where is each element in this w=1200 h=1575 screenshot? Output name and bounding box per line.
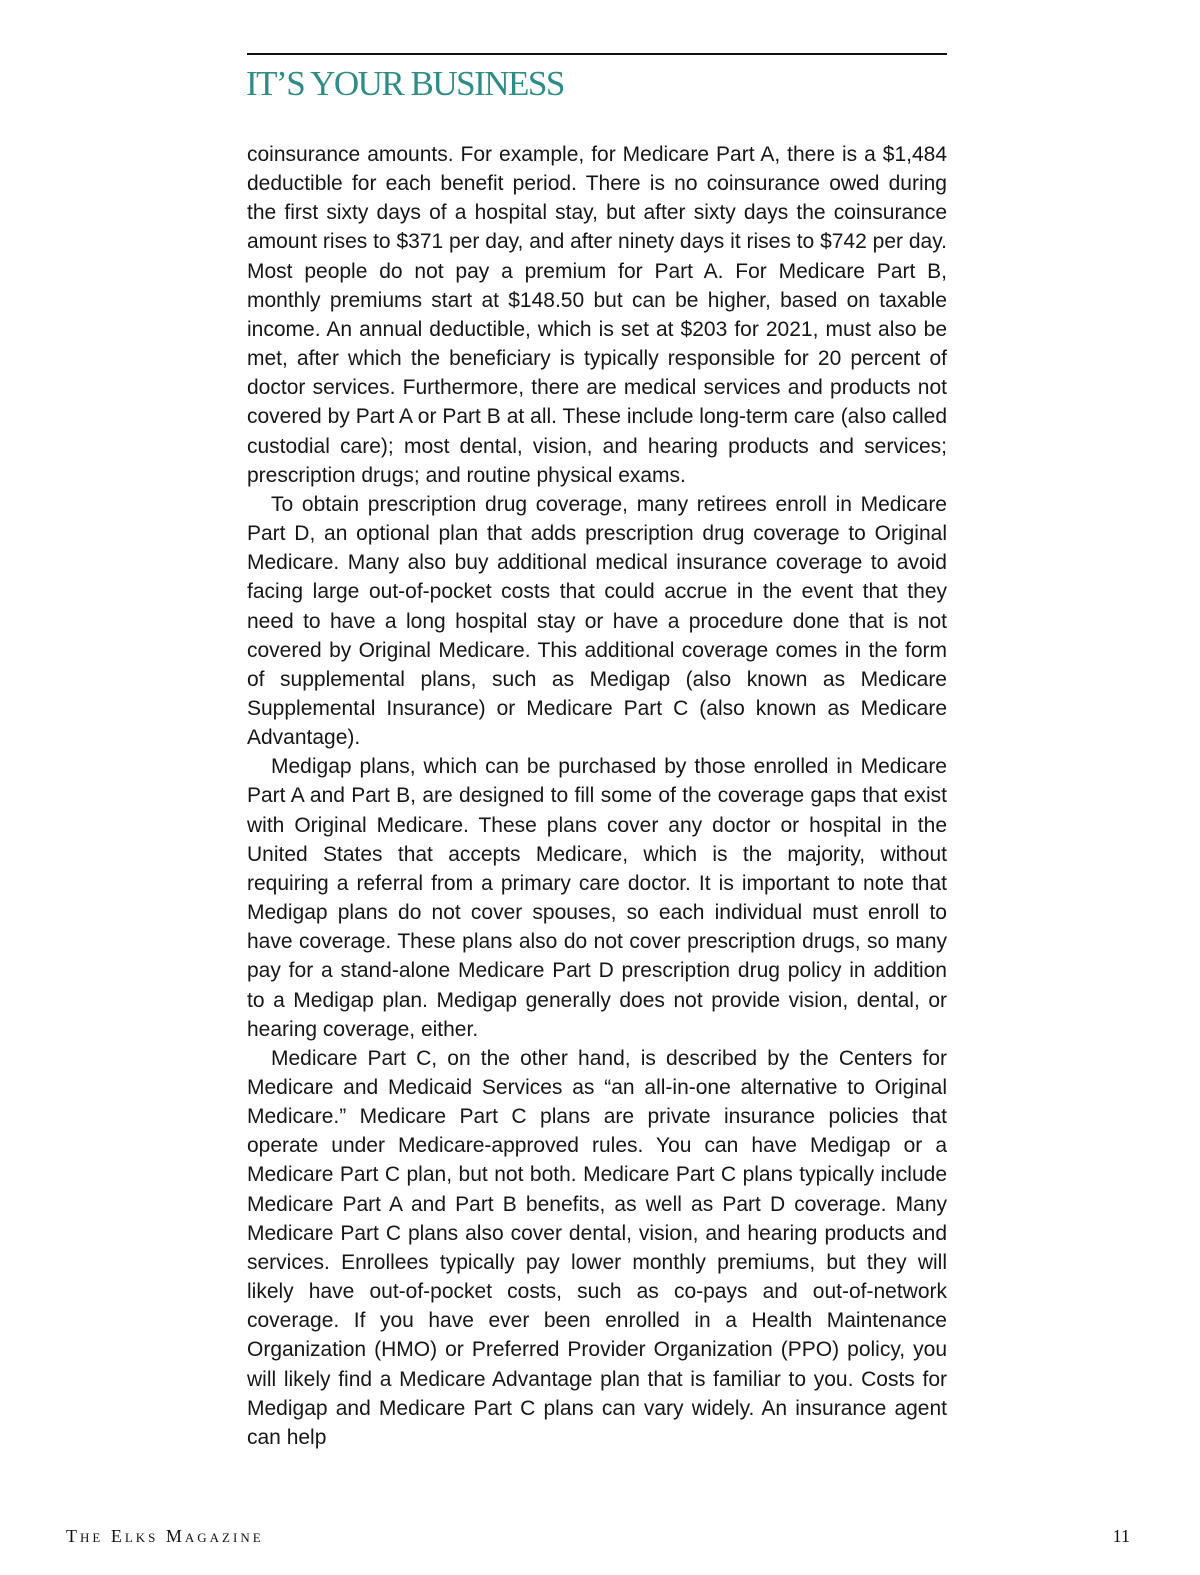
footer-magazine-name: The Elks Magazine [66,1526,264,1546]
paragraph-4: Medicare Part C, on the other hand, is described by the Centers for Medicare and Medicaid Services as “an all-in-one alternative to Original Medicare.” Medicare Part C plans are private insurance policies that operate under Medicare-approved rules. You can have Medigap or a Medicare Part C plan, but not both. Medicare Part C plans typically include Medicare Part A and Part B benefits, as well as Part D coverage. Many Medicare Part C plans also cover dental, vision, and hearing products and services. Enrollees typically pay lower monthly premiums, but they will likely have out-of-pocket costs, such as co-pays and out-of-network coverage. If you have ever been enrolled in a Health Maintenance Organization (HMO) or Preferred Provider Organization (PPO) policy, you will likely find a Medicare Advantage plan that is familiar to you. Costs for Medigap and Medicare Part C plans can vary widely. An insurance agent can help [247,1046,947,1449]
paragraph-3: Medigap plans, which can be purchased by those enrolled in Medicare Part A and Part B, are designed to fill some of the coverage gaps that exist with Original Medicare. These plans cover any doctor or hospital in the United States that accepts Medicare, which is the majority, without requiring a referral from a primary care doctor. It is important to note that Medigap plans do not cover spouses, so each individual must enroll to have coverage. These plans also do not cover prescription drugs, so many pay for a stand-alone Medicare Part D prescription drug policy in addition to a Medigap plan. Medigap generally does not provide vision, dental, or hearing coverage, either. [247,755,947,1041]
page-number: 11 [1112,1526,1130,1546]
header-rule [247,53,947,55]
paragraph-2: To obtain prescription drug coverage, many retirees enroll in Medicare Part D, an optional plan that adds prescription drug coverage to Original Medicare. Many also buy additional medical insurance coverage to avoid facing large out-of-pocket costs that could accrue in the event that they need to have a long hospital stay or have a procedure done that is not covered by Original Medicare. This additional coverage comes in the form of supplemental plans, such as Medigap (also known as Medicare Supplemental Insurance) or Medicare Part C (also known as Medicare Advantage). [247,492,947,750]
section-title: IT’S YOUR BUSINESS [246,64,564,103]
paragraph-1: coinsurance amounts. For example, for Medicare Part A, there is a $1,484 deductible for each benefit period. There is no coinsurance owed during the first sixty days of a hospital stay, but after sixty days the coinsurance amount rises to $371 per day, and after ninety days it rises to $742 per day. Most people do not pay a premium for Part A. For Medicare Part B, monthly premiums start at $148.50 but can be higher, based on taxable income. An annual deductible, which is set at $203 for 2021, must also be met, after which the beneficiary is typically responsible for 20 percent of doctor services. Furthermore, there are medical services and products not covered by Part A or Part B at all. These include long-term care (also called custodial care); most dental, vision, and hearing products and services; prescription drugs; and routine physical exams. [247,143,947,487]
article-body [247,140,947,1452]
